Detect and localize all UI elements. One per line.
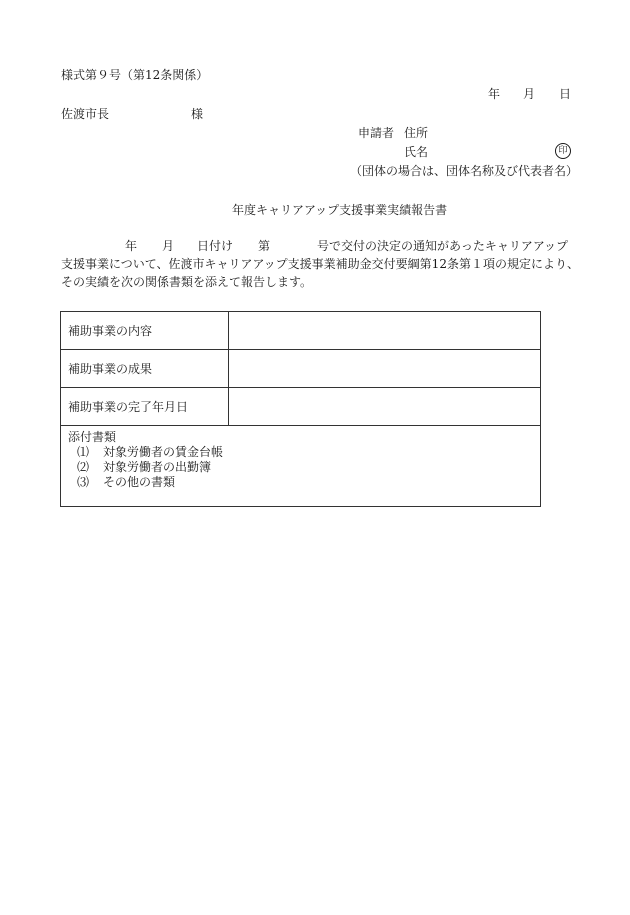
attachment-text: 対象労働者の出勤簿 [103,460,212,474]
attachments-cell [61,426,541,507]
date-day-label: 日 [559,87,572,101]
applicant-label: 申請者 [358,126,395,140]
document-title: 年度キャリアアップ支援事業実績報告書 [232,203,448,217]
row-label-results: 補助事業の成果 [61,350,229,388]
attachment-text: その他の書類 [103,475,176,489]
body-number-prefix: 第 [258,239,271,253]
row-label-content: 補助事業の内容 [61,312,229,350]
table-row [61,426,541,507]
attachment-number: ⑴ [77,445,90,459]
attachment-text: 対象労働者の賃金台帳 [103,445,224,459]
body-month-label: 月 [162,239,175,253]
body-year-label: 年 [125,239,138,253]
attachment-item [68,445,540,460]
table-row [61,312,541,350]
attachment-number: ⑵ [77,460,90,474]
attachment-number: ⑶ [77,475,90,489]
body-paragraph [61,237,581,291]
row-value-completion-date[interactable] [229,388,541,426]
date-year-label: 年 [488,87,501,101]
body-line-2: 支援事業について、佐渡市キャリアアップ支援事業補助金交付要綱第12条第１項の規定により、 [61,257,579,271]
attachment-item [68,475,540,490]
name-label: 氏名 [404,145,429,159]
group-note: （団体の場合は、団体名称及び代表者名） [350,164,579,178]
address-label: 住所 [404,126,429,140]
row-value-content[interactable] [229,312,541,350]
report-table [60,311,541,507]
date-month-label: 月 [523,87,536,101]
addressee: 佐渡市長 [61,107,110,121]
attachments-heading: 添付書類 [68,430,117,444]
row-label-completion-date: 補助事業の完了年月日 [61,388,229,426]
body-line-1 [61,237,581,255]
seal-mark: 印 [555,143,571,159]
row-value-results[interactable] [229,350,541,388]
attachment-item [68,460,540,475]
table-row [61,388,541,426]
table-row [61,350,541,388]
body-day-dated-label: 日付け [197,239,234,253]
body-line-1-rest: 号で交付の決定の通知があったキャリアアップ [317,239,569,253]
form-number: 様式第９号（第12条関係） [61,68,209,82]
body-line-3: その実績を次の関係書類を添えて報告します。 [61,275,313,289]
addressee-suffix: 様 [191,107,204,121]
